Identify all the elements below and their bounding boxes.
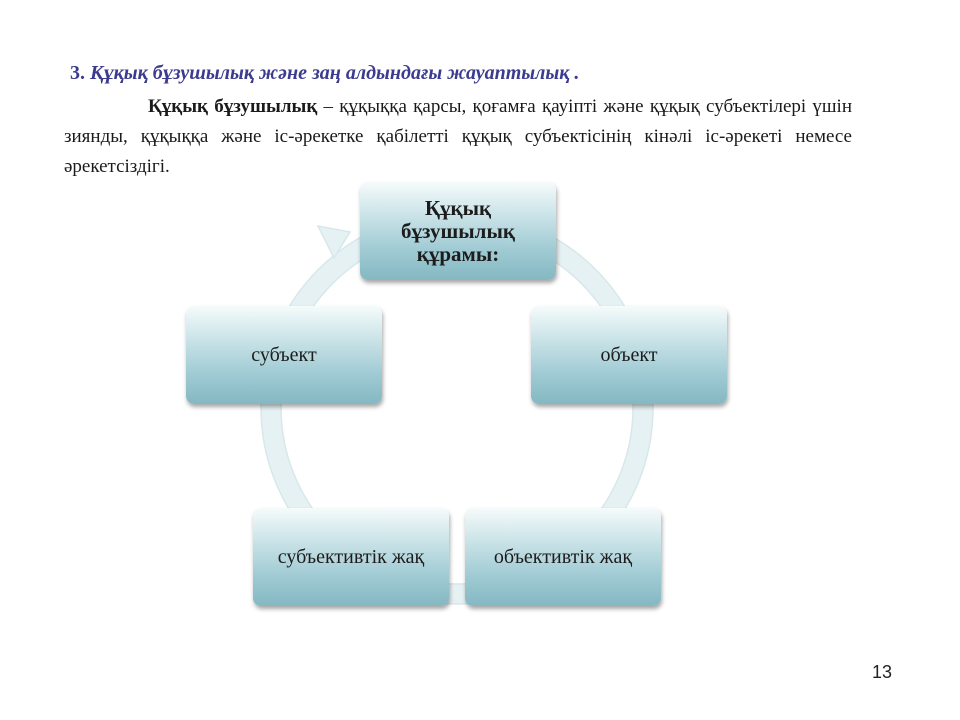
objective-side-node	[465, 508, 661, 606]
section-title: Құқық бұзушылық және заң алдындағы жауаптылық .	[90, 62, 580, 84]
section-number: 3.	[70, 62, 85, 84]
cycle-arrow-head	[318, 226, 350, 258]
center-node	[360, 182, 556, 280]
object-node	[531, 306, 727, 404]
definition-text: – құқыққа қарсы, қоғамға қауіпті және құқық субъектілері үшін зиянды, құқыққа және іс-әрекетке қабілетті құқық субъектісінің кінәлі іс-әрекеті немесе әрекетсіздігі.	[64, 96, 852, 177]
objective-side-node-label: объективтік жақ	[493, 545, 633, 568]
definition-term: Құқық бұзушылық	[148, 96, 318, 117]
subjective-side-node-label: субъективтік жақ	[277, 545, 425, 568]
object-node-label: объект	[600, 343, 658, 366]
section-heading	[70, 62, 579, 85]
page-number: 13	[872, 662, 893, 682]
center-node-label: Құқық бұзушылық құрамы:	[401, 195, 515, 266]
subject-node	[186, 306, 382, 404]
definition-paragraph	[64, 92, 852, 182]
subject-node-label: субъект	[251, 343, 317, 366]
subjective-side-node	[253, 508, 449, 606]
